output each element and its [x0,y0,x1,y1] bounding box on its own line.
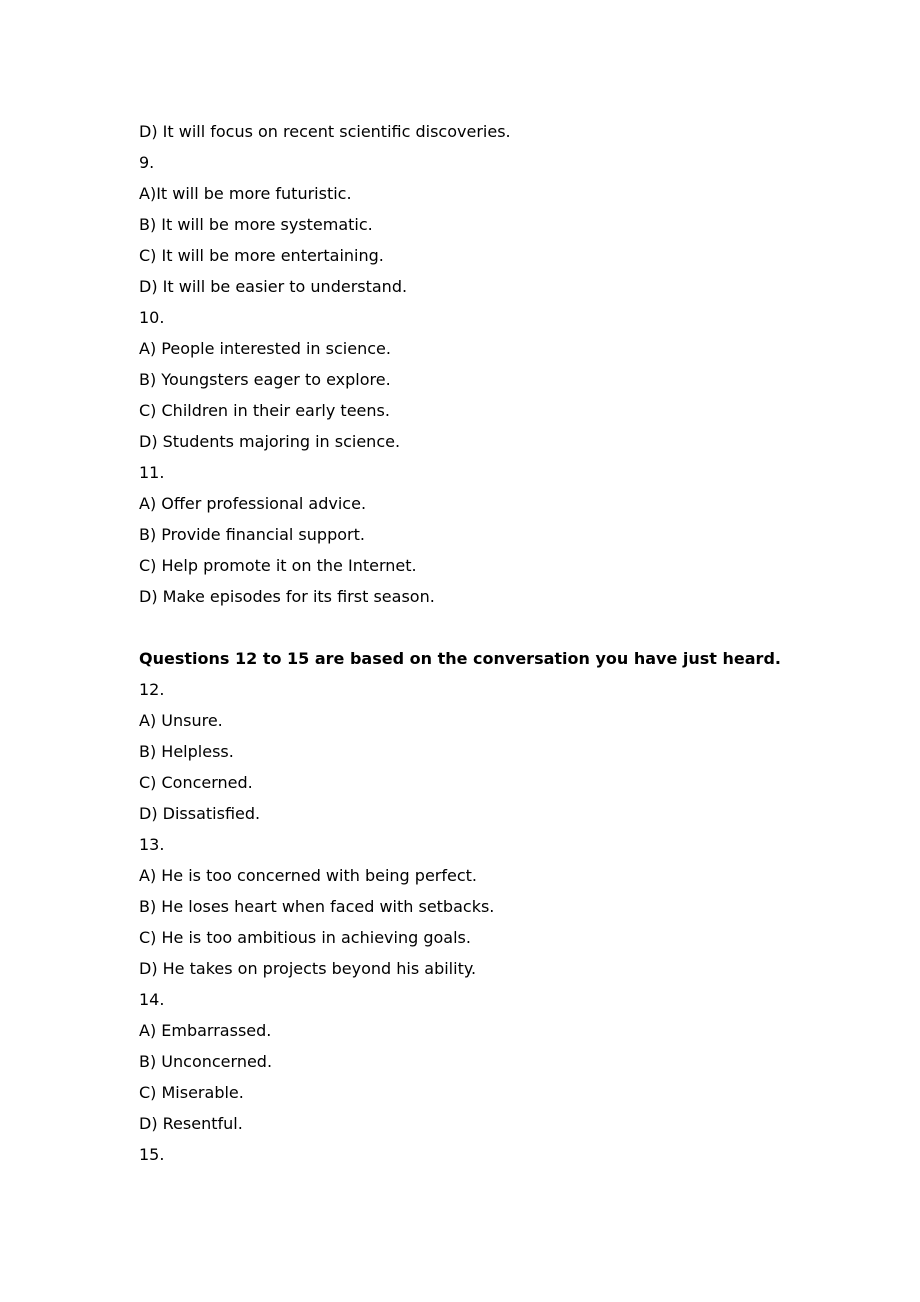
answer-option: A) Offer professional advice. [139,494,367,513]
answer-option: A) Embarrassed. [139,1021,272,1040]
answer-option: D) It will be easier to understand. [139,277,408,296]
question-number: 9. [139,153,155,172]
answer-option: D) Make episodes for its first season. [139,587,435,606]
question-number: 15. [139,1145,165,1164]
section-heading: Questions 12 to 15 are based on the conversation you have just heard. [139,649,781,668]
document-body [139,116,839,1170]
answer-option: B) It will be more systematic. [139,215,373,234]
answer-option: A) He is too concerned with being perfect. [139,866,477,885]
answer-option: C) Children in their early teens. [139,401,390,420]
answer-option: D) It will focus on recent scientific discoveries. [139,122,511,141]
answer-option: A)It will be more futuristic. [139,184,352,203]
answer-option: C) It will be more entertaining. [139,246,384,265]
answer-option: B) Helpless. [139,742,234,761]
answer-option: B) Youngsters eager to explore. [139,370,391,389]
answer-option: C) Concerned. [139,773,253,792]
answer-option: C) Help promote it on the Internet. [139,556,417,575]
question-number: 14. [139,990,165,1009]
answer-option: D) Dissatisfied. [139,804,261,823]
question-number: 10. [139,308,165,327]
answer-option: D) Students majoring in science. [139,432,401,451]
answer-option: D) He takes on projects beyond his ability. [139,959,477,978]
question-number: 13. [139,835,165,854]
answer-option: A) People interested in science. [139,339,391,358]
answer-option: A) Unsure. [139,711,223,730]
answer-option: C) He is too ambitious in achieving goals. [139,928,471,947]
answer-option: B) Unconcerned. [139,1052,273,1071]
answer-option: C) Miserable. [139,1083,244,1102]
answer-option: B) Provide financial support. [139,525,365,544]
question-number: 11. [139,463,165,482]
answer-option: B) He loses heart when faced with setbacks. [139,897,495,916]
question-number: 12. [139,680,165,699]
answer-option: D) Resentful. [139,1114,243,1133]
blank-spacer [139,612,839,643]
